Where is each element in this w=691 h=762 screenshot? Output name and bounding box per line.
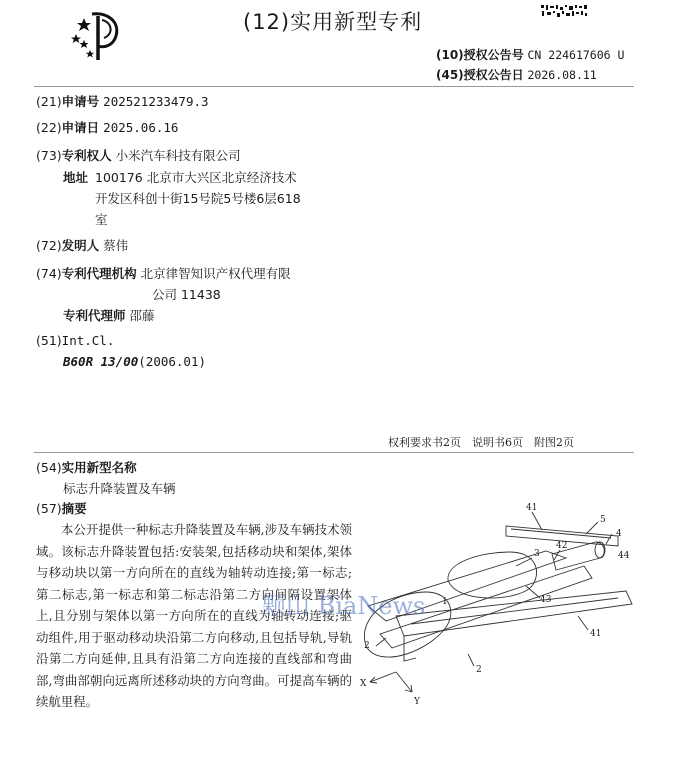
inventor-value: 蔡伟 xyxy=(103,238,129,253)
agency-label: 专利代理机构 xyxy=(61,266,137,281)
publication-number-row xyxy=(436,46,624,63)
publication-date-value: 2026.08.11 xyxy=(527,68,597,82)
agency-line-1: 北京律智知识产权代理有限 xyxy=(140,266,291,281)
patentee-value: 小米汽车科技有限公司 xyxy=(115,148,241,163)
intcl-class-value: B60R 13/00 xyxy=(63,354,139,369)
application-number-value: 202521233479.3 xyxy=(103,94,209,109)
utility-name-heading: (54)实用新型名称 xyxy=(36,460,137,475)
intcl-version: (2006.01) xyxy=(138,354,206,369)
drawing-label-43: 43 xyxy=(540,595,552,605)
application-date-field: (22)申请日 2025.06.16 xyxy=(36,120,179,135)
drawing-axis-x: X xyxy=(360,679,367,689)
utility-name-label: 实用新型名称 xyxy=(61,460,137,475)
application-number-label: 申请号 xyxy=(61,94,100,109)
drawing-label-1: 1 xyxy=(442,597,448,607)
abstract-divider xyxy=(34,452,634,453)
abstract-label: 摘要 xyxy=(61,501,87,516)
intcl-label: Int.Cl. xyxy=(61,333,115,348)
cnipa-emblem-icon xyxy=(68,6,124,62)
agent-value: 邵藤 xyxy=(129,308,155,323)
inventor-label: 发明人 xyxy=(61,238,100,253)
address-label: 地址 xyxy=(63,170,89,185)
drawing-label-2-bottom: 2 xyxy=(476,665,482,675)
drawing-label-42: 42 xyxy=(556,541,568,551)
drawing-label-4: 4 xyxy=(616,529,622,539)
publication-number-value: CN 224617606 U xyxy=(527,48,625,62)
header-divider xyxy=(34,86,634,87)
watermark-text: 颗山 BiaNews xyxy=(262,592,426,620)
publication-date-label: (45)授权公告日 xyxy=(436,68,524,82)
agent-label: 专利代理师 xyxy=(63,308,126,323)
agency-field: (74)专利代理机构 北京律智知识产权代理有限 xyxy=(36,266,291,281)
application-number-field: (21)申请号 202521233479.3 xyxy=(36,94,209,109)
barcode-icon xyxy=(540,4,588,18)
abstract-text: 本公开提供一种标志升降装置及车辆,涉及车辆技术领域。该标志升降装置包括:安装架,包括移动块和架体,架体与移动块以第一方向所在的直线为轴转动连接;第一标志;第二标志,第一标志和第二标志沿第二方向间隔设置架体上,且分别与架体以第一方向所在的直线为轴转动连接;驱动组件,用于驱动移动块沿第二方向移动,且包括导轨,导轨沿第二方向延伸,且具有沿第二方向连接的直线部和弯曲部,弯曲部朝向远离所述移动块的方向弯曲。可提高车辆的续航里程。 xyxy=(36,522,352,709)
inventor-field: (72)发明人 蔡伟 xyxy=(36,238,129,253)
application-date-label: 申请日 xyxy=(61,120,100,135)
application-date-value: 2025.06.16 xyxy=(103,120,179,135)
page-count-info: 权利要求书2页 说明书6页 附图2页 xyxy=(388,436,574,449)
drawing-label-5: 5 xyxy=(600,515,606,525)
agency-line-2: 公司 11438 xyxy=(152,287,221,302)
utility-name-value: 标志升降装置及车辆 xyxy=(63,481,176,496)
drawing-label-44: 44 xyxy=(618,551,630,561)
document-title: (12)实用新型专利 xyxy=(243,10,423,34)
address-line-2: 开发区科创十街15号院5号楼6层618 xyxy=(95,191,301,206)
drawing-axis-y: Y xyxy=(414,697,420,707)
patentee-label: 专利权人 xyxy=(61,148,112,163)
abstract-heading: (57)摘要 xyxy=(36,501,87,516)
address-line-3: 室 xyxy=(95,212,108,227)
drawing-label-41-top: 41 xyxy=(526,503,538,513)
intcl-class-row xyxy=(63,354,206,369)
drawing-label-2-left: 2 xyxy=(364,641,370,651)
intcl-field: (51)Int.Cl. xyxy=(36,333,115,348)
drawing-label-41-bottom: 41 xyxy=(590,629,602,639)
patentee-field: (73)专利权人 小米汽车科技有限公司 xyxy=(36,148,241,163)
address-line-1: 100176 北京市大兴区北京经济技术 xyxy=(95,170,297,185)
drawing-label-3: 3 xyxy=(534,549,540,559)
publication-number-label: (10)授权公告号 xyxy=(436,48,524,62)
agent-field xyxy=(63,306,155,324)
publication-date-row xyxy=(436,66,597,83)
